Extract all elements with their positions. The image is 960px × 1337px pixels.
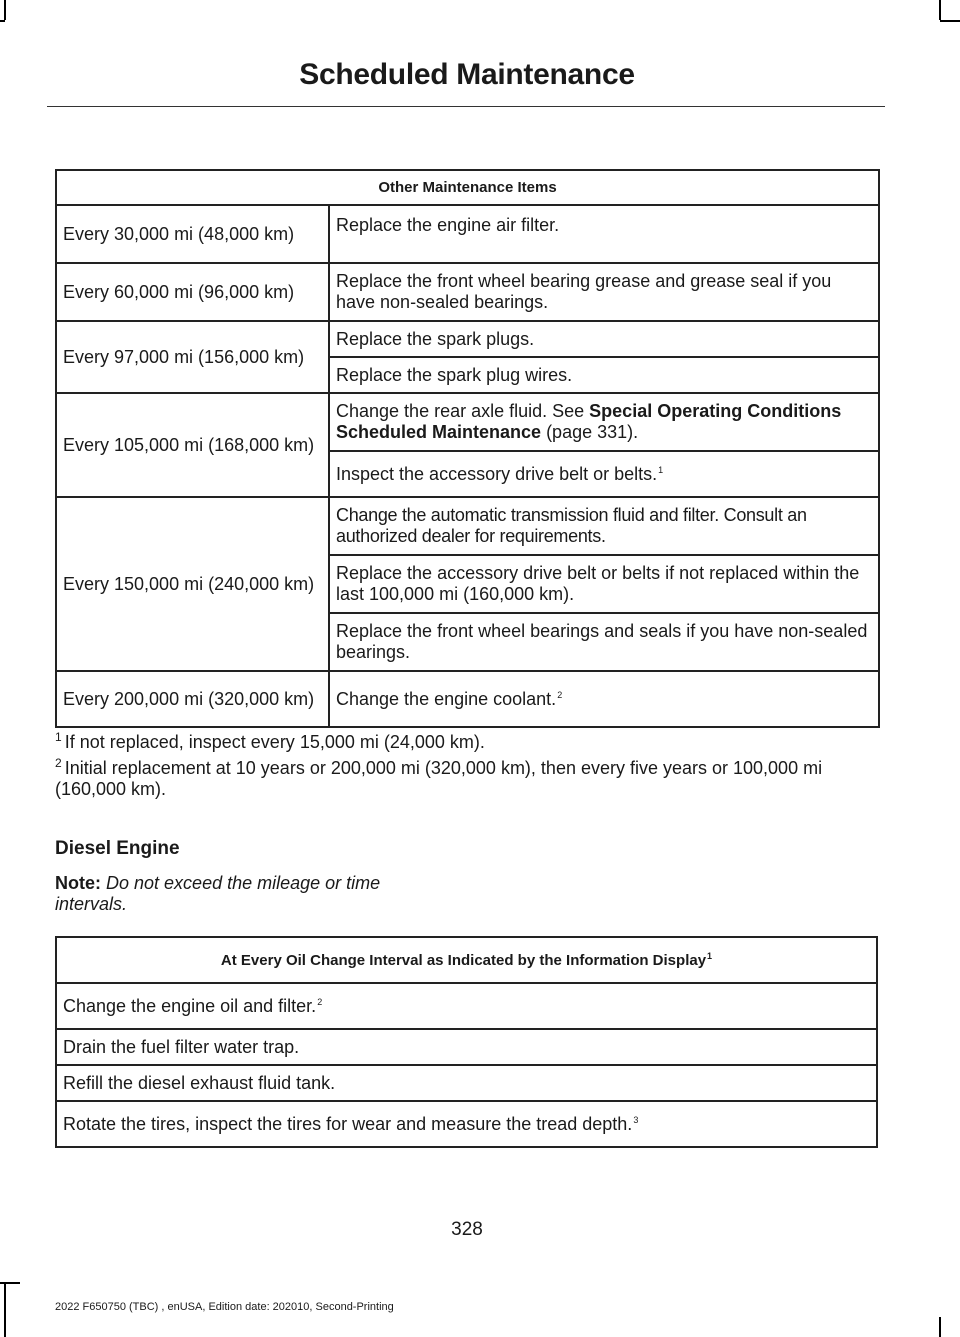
- task-cell: [56, 1101, 877, 1147]
- footnote-number: 2: [55, 756, 62, 770]
- interval-cell: Every 60,000 mi (96,000 km): [56, 263, 329, 321]
- action-cell: [329, 451, 879, 497]
- table-header-text: At Every Oil Change Interval as Indicated by the Information Display: [220, 951, 707, 969]
- footnote-marker: 3: [633, 1114, 639, 1125]
- task-cell: Refill the diesel exhaust fluid tank.: [56, 1065, 877, 1101]
- footnote-text: Initial replacement at 10 years or 200,000 mi (320,000 km), then every five years or 100,000 mi (160,000 km).: [55, 758, 823, 799]
- other-maintenance-table: [55, 169, 880, 728]
- action-text: Change the engine coolant.: [336, 688, 557, 709]
- note: [55, 873, 455, 915]
- action-cell: Change the automatic transmission fluid and filter. Consult an authorized dealer for requirements.: [329, 497, 879, 555]
- footnote-text: If not replaced, inspect every 15,000 mi (24,000 km).: [64, 732, 485, 752]
- interval-cell: Every 30,000 mi (48,000 km): [56, 205, 329, 263]
- note-label: Note:: [55, 873, 101, 893]
- page-footer: 2022 F650750 (TBC) , enUSA, Edition date: 202010, Second-Printing: [55, 1301, 394, 1313]
- crop-mark: [0, 1282, 20, 1284]
- action-cell: [329, 393, 879, 451]
- task-cell: Drain the fuel filter water trap.: [56, 1029, 877, 1065]
- task-text: Change the engine oil and filter.: [63, 995, 317, 1016]
- section-heading: Diesel Engine: [55, 838, 180, 859]
- interval-cell: Every 97,000 mi (156,000 km): [56, 321, 329, 393]
- table-header-row: [56, 170, 879, 205]
- action-text: Inspect the accessory drive belt or belts.: [336, 463, 658, 484]
- table-header: [56, 937, 877, 983]
- page-title: Scheduled Maintenance: [299, 58, 635, 91]
- table-row: [56, 263, 879, 321]
- cross-reference-link[interactable]: Special Operating Conditions Scheduled Maintenance: [336, 401, 842, 442]
- table-row: [56, 1065, 877, 1101]
- action-cell: [329, 671, 879, 727]
- action-cell: Replace the front wheel bearing grease and grease seal if you have non-sealed bearings.: [329, 263, 879, 321]
- task-text: Rotate the tires, inspect the tires for wear and measure the tread depth.: [63, 1113, 633, 1134]
- table-row: [56, 1101, 877, 1147]
- table-row: [56, 497, 879, 555]
- title-divider: [47, 106, 885, 107]
- action-cell: Replace the spark plug wires.: [329, 357, 879, 393]
- footnote-number: 1: [55, 730, 62, 744]
- page-number: 328: [451, 1219, 483, 1240]
- note-text: Do not exceed the mileage or time intervals.: [55, 873, 381, 914]
- table-header: Other Maintenance Items: [56, 170, 879, 205]
- interval-cell: Every 200,000 mi (320,000 km): [56, 671, 329, 727]
- crop-mark: [0, 20, 5, 22]
- footnote-marker: 2: [557, 689, 563, 700]
- table-row: [56, 671, 879, 727]
- table-row: [56, 205, 879, 263]
- page-reference: (page 331).: [541, 422, 639, 442]
- interval-cell: Every 105,000 mi (168,000 km): [56, 393, 329, 497]
- oil-change-table: [55, 936, 878, 1148]
- action-text: Change the rear axle fluid. See: [336, 401, 590, 421]
- crop-mark: [939, 0, 941, 20]
- crop-mark: [940, 20, 960, 22]
- table-row: [56, 1029, 877, 1065]
- footnote-marker: 1: [707, 950, 713, 961]
- action-cell: Replace the front wheel bearings and seals if you have non-sealed bearings.: [329, 613, 879, 671]
- action-cell: Replace the engine air filter.: [329, 205, 879, 263]
- footnote-marker: 1: [658, 464, 664, 475]
- action-cell: Replace the accessory drive belt or belts if not replaced within the last 100,000 mi (160,000 km).: [329, 555, 879, 613]
- footnote-marker: 2: [317, 996, 323, 1007]
- table-row: [56, 983, 877, 1029]
- footnote: [55, 732, 875, 753]
- interval-cell: Every 150,000 mi (240,000 km): [56, 497, 329, 671]
- crop-mark: [939, 1317, 941, 1337]
- table-header-row: [56, 937, 877, 983]
- crop-mark: [4, 0, 6, 20]
- table-row: [56, 393, 879, 451]
- table-row: [56, 321, 879, 357]
- action-cell: Replace the spark plugs.: [329, 321, 879, 357]
- footnote: [55, 758, 870, 800]
- crop-mark: [4, 1282, 6, 1337]
- task-cell: [56, 983, 877, 1029]
